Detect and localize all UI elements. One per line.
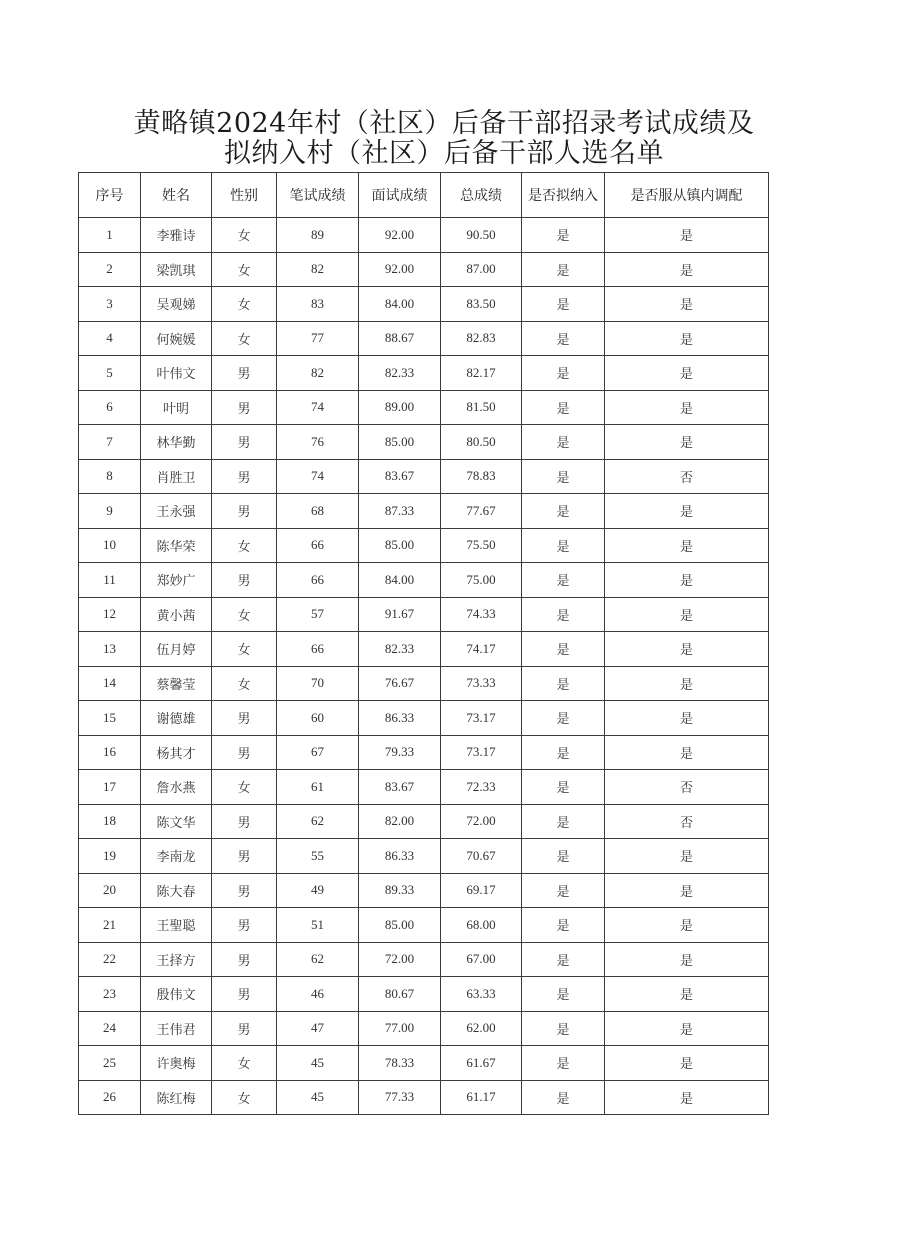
cell-written-score: 70 <box>277 666 359 701</box>
cell-written-score: 60 <box>277 701 359 736</box>
cell-name: 李雅诗 <box>141 218 212 253</box>
cell-proposed-inclusion: 是 <box>522 701 605 736</box>
cell-proposed-inclusion: 是 <box>522 804 605 839</box>
cell-proposed-inclusion: 是 <box>522 770 605 805</box>
cell-interview-score: 84.00 <box>359 287 441 322</box>
cell-proposed-inclusion: 是 <box>522 390 605 425</box>
column-header-total-score: 总成绩 <box>441 173 522 218</box>
cell-proposed-inclusion: 是 <box>522 977 605 1012</box>
cell-written-score: 49 <box>277 873 359 908</box>
cell-name: 李南龙 <box>141 839 212 874</box>
cell-interview-score: 92.00 <box>359 218 441 253</box>
cell-gender: 男 <box>212 356 277 391</box>
table-row <box>79 666 769 701</box>
table-row <box>79 977 769 1012</box>
cell-gender: 男 <box>212 459 277 494</box>
table-body <box>79 218 769 1115</box>
cell-written-score: 57 <box>277 597 359 632</box>
cell-index: 1 <box>79 218 141 253</box>
cell-index: 10 <box>79 528 141 563</box>
table-header-row <box>79 173 769 218</box>
cell-total-score: 61.67 <box>441 1046 522 1081</box>
cell-gender: 男 <box>212 494 277 529</box>
cell-total-score: 74.33 <box>441 597 522 632</box>
column-header-accept-reassignment: 是否服从镇内调配 <box>605 173 769 218</box>
cell-index: 6 <box>79 390 141 425</box>
cell-written-score: 74 <box>277 459 359 494</box>
cell-gender: 女 <box>212 1080 277 1115</box>
cell-name: 郑妙广 <box>141 563 212 598</box>
cell-accept-reassignment: 是 <box>605 839 769 874</box>
cell-name: 梁凯琪 <box>141 252 212 287</box>
cell-name: 陈红梅 <box>141 1080 212 1115</box>
cell-accept-reassignment: 是 <box>605 425 769 460</box>
cell-accept-reassignment: 是 <box>605 908 769 943</box>
cell-name: 伍月婷 <box>141 632 212 667</box>
cell-interview-score: 84.00 <box>359 563 441 598</box>
table-row <box>79 770 769 805</box>
cell-interview-score: 83.67 <box>359 770 441 805</box>
cell-written-score: 47 <box>277 1011 359 1046</box>
table-row <box>79 1011 769 1046</box>
cell-accept-reassignment: 是 <box>605 977 769 1012</box>
table-row <box>79 908 769 943</box>
cell-interview-score: 86.33 <box>359 839 441 874</box>
cell-index: 8 <box>79 459 141 494</box>
cell-name: 林华勤 <box>141 425 212 460</box>
cell-interview-score: 85.00 <box>359 908 441 943</box>
cell-name: 何婉媛 <box>141 321 212 356</box>
cell-name: 杨其才 <box>141 735 212 770</box>
cell-interview-score: 77.00 <box>359 1011 441 1046</box>
cell-interview-score: 85.00 <box>359 425 441 460</box>
cell-name: 许奥梅 <box>141 1046 212 1081</box>
column-header-gender: 性别 <box>212 173 277 218</box>
cell-gender: 男 <box>212 735 277 770</box>
cell-accept-reassignment: 是 <box>605 701 769 736</box>
cell-index: 21 <box>79 908 141 943</box>
cell-gender: 女 <box>212 287 277 322</box>
table-row <box>79 804 769 839</box>
cell-total-score: 72.00 <box>441 804 522 839</box>
cell-total-score: 83.50 <box>441 287 522 322</box>
cell-written-score: 46 <box>277 977 359 1012</box>
cell-proposed-inclusion: 是 <box>522 459 605 494</box>
cell-proposed-inclusion: 是 <box>522 563 605 598</box>
cell-index: 18 <box>79 804 141 839</box>
cell-accept-reassignment: 是 <box>605 321 769 356</box>
cell-total-score: 67.00 <box>441 942 522 977</box>
table-row <box>79 321 769 356</box>
cell-gender: 女 <box>212 218 277 253</box>
table-row <box>79 425 769 460</box>
cell-accept-reassignment: 是 <box>605 252 769 287</box>
cell-index: 2 <box>79 252 141 287</box>
table-row <box>79 597 769 632</box>
document-title-line-1: 黄略镇2024年村（社区）后备干部招录考试成绩及 <box>133 108 755 139</box>
cell-gender: 男 <box>212 839 277 874</box>
cell-interview-score: 86.33 <box>359 701 441 736</box>
cell-interview-score: 85.00 <box>359 528 441 563</box>
cell-index: 24 <box>79 1011 141 1046</box>
cell-gender: 女 <box>212 597 277 632</box>
cell-total-score: 87.00 <box>441 252 522 287</box>
cell-index: 17 <box>79 770 141 805</box>
cell-written-score: 45 <box>277 1046 359 1081</box>
cell-name: 谢德雄 <box>141 701 212 736</box>
cell-proposed-inclusion: 是 <box>522 632 605 667</box>
cell-written-score: 68 <box>277 494 359 529</box>
cell-interview-score: 82.33 <box>359 356 441 391</box>
cell-name: 陈华荣 <box>141 528 212 563</box>
cell-accept-reassignment: 否 <box>605 804 769 839</box>
cell-total-score: 82.83 <box>441 321 522 356</box>
cell-index: 11 <box>79 563 141 598</box>
cell-total-score: 61.17 <box>441 1080 522 1115</box>
cell-accept-reassignment: 是 <box>605 735 769 770</box>
cell-name: 詹水燕 <box>141 770 212 805</box>
cell-accept-reassignment: 是 <box>605 1080 769 1115</box>
cell-accept-reassignment: 是 <box>605 666 769 701</box>
table-row <box>79 632 769 667</box>
cell-proposed-inclusion: 是 <box>522 839 605 874</box>
cell-total-score: 74.17 <box>441 632 522 667</box>
cell-gender: 男 <box>212 873 277 908</box>
column-header-written-score: 笔试成绩 <box>277 173 359 218</box>
cell-proposed-inclusion: 是 <box>522 942 605 977</box>
cell-interview-score: 91.67 <box>359 597 441 632</box>
cell-accept-reassignment: 否 <box>605 770 769 805</box>
table-row <box>79 942 769 977</box>
cell-total-score: 69.17 <box>441 873 522 908</box>
cell-total-score: 73.33 <box>441 666 522 701</box>
cell-interview-score: 83.67 <box>359 459 441 494</box>
cell-proposed-inclusion: 是 <box>522 528 605 563</box>
cell-gender: 男 <box>212 804 277 839</box>
cell-written-score: 82 <box>277 356 359 391</box>
cell-written-score: 55 <box>277 839 359 874</box>
cell-accept-reassignment: 是 <box>605 632 769 667</box>
cell-interview-score: 82.33 <box>359 632 441 667</box>
cell-gender: 男 <box>212 701 277 736</box>
table-row <box>79 701 769 736</box>
cell-name: 陈大春 <box>141 873 212 908</box>
cell-written-score: 45 <box>277 1080 359 1115</box>
cell-proposed-inclusion: 是 <box>522 597 605 632</box>
cell-written-score: 66 <box>277 632 359 667</box>
cell-gender: 女 <box>212 528 277 563</box>
cell-interview-score: 89.33 <box>359 873 441 908</box>
column-header-name: 姓名 <box>141 173 212 218</box>
cell-proposed-inclusion: 是 <box>522 252 605 287</box>
cell-written-score: 83 <box>277 287 359 322</box>
cell-accept-reassignment: 是 <box>605 1046 769 1081</box>
cell-accept-reassignment: 是 <box>605 287 769 322</box>
cell-index: 22 <box>79 942 141 977</box>
cell-index: 13 <box>79 632 141 667</box>
cell-written-score: 62 <box>277 942 359 977</box>
table-row <box>79 459 769 494</box>
cell-total-score: 75.00 <box>441 563 522 598</box>
cell-index: 16 <box>79 735 141 770</box>
cell-gender: 男 <box>212 977 277 1012</box>
cell-index: 20 <box>79 873 141 908</box>
cell-interview-score: 89.00 <box>359 390 441 425</box>
cell-written-score: 82 <box>277 252 359 287</box>
cell-name: 叶明 <box>141 390 212 425</box>
cell-written-score: 67 <box>277 735 359 770</box>
column-header-proposed-inclusion: 是否拟纳入 <box>522 173 605 218</box>
table-row <box>79 287 769 322</box>
table-row <box>79 839 769 874</box>
cell-written-score: 62 <box>277 804 359 839</box>
cell-interview-score: 79.33 <box>359 735 441 770</box>
cell-gender: 男 <box>212 425 277 460</box>
cell-interview-score: 76.67 <box>359 666 441 701</box>
cell-proposed-inclusion: 是 <box>522 287 605 322</box>
table-row <box>79 873 769 908</box>
cell-gender: 女 <box>212 1046 277 1081</box>
candidate-score-table <box>78 172 769 1115</box>
cell-index: 9 <box>79 494 141 529</box>
cell-index: 15 <box>79 701 141 736</box>
cell-index: 5 <box>79 356 141 391</box>
column-header-interview-score: 面试成绩 <box>359 173 441 218</box>
cell-proposed-inclusion: 是 <box>522 218 605 253</box>
document-title-line-2: 拟纳入村（社区）后备干部人选名单 <box>224 138 664 169</box>
cell-written-score: 89 <box>277 218 359 253</box>
cell-proposed-inclusion: 是 <box>522 735 605 770</box>
cell-proposed-inclusion: 是 <box>522 1080 605 1115</box>
table-row <box>79 528 769 563</box>
cell-written-score: 76 <box>277 425 359 460</box>
cell-total-score: 80.50 <box>441 425 522 460</box>
cell-gender: 男 <box>212 563 277 598</box>
cell-name: 殷伟文 <box>141 977 212 1012</box>
cell-interview-score: 78.33 <box>359 1046 441 1081</box>
cell-total-score: 70.67 <box>441 839 522 874</box>
cell-index: 4 <box>79 321 141 356</box>
cell-accept-reassignment: 是 <box>605 597 769 632</box>
cell-name: 王伟君 <box>141 1011 212 1046</box>
cell-total-score: 90.50 <box>441 218 522 253</box>
cell-total-score: 73.17 <box>441 735 522 770</box>
cell-proposed-inclusion: 是 <box>522 1011 605 1046</box>
cell-written-score: 51 <box>277 908 359 943</box>
cell-proposed-inclusion: 是 <box>522 494 605 529</box>
cell-interview-score: 92.00 <box>359 252 441 287</box>
cell-gender: 女 <box>212 770 277 805</box>
cell-name: 蔡馨莹 <box>141 666 212 701</box>
cell-written-score: 74 <box>277 390 359 425</box>
cell-total-score: 77.67 <box>441 494 522 529</box>
cell-interview-score: 82.00 <box>359 804 441 839</box>
cell-accept-reassignment: 是 <box>605 563 769 598</box>
cell-interview-score: 88.67 <box>359 321 441 356</box>
table-row <box>79 356 769 391</box>
cell-total-score: 68.00 <box>441 908 522 943</box>
cell-name: 陈文华 <box>141 804 212 839</box>
cell-index: 25 <box>79 1046 141 1081</box>
cell-total-score: 72.33 <box>441 770 522 805</box>
cell-index: 14 <box>79 666 141 701</box>
cell-index: 12 <box>79 597 141 632</box>
cell-accept-reassignment: 是 <box>605 528 769 563</box>
cell-written-score: 66 <box>277 528 359 563</box>
table-row <box>79 1046 769 1081</box>
cell-interview-score: 87.33 <box>359 494 441 529</box>
cell-index: 3 <box>79 287 141 322</box>
table-row <box>79 390 769 425</box>
cell-proposed-inclusion: 是 <box>522 908 605 943</box>
cell-accept-reassignment: 是 <box>605 1011 769 1046</box>
cell-proposed-inclusion: 是 <box>522 666 605 701</box>
cell-index: 23 <box>79 977 141 1012</box>
cell-accept-reassignment: 是 <box>605 356 769 391</box>
cell-total-score: 75.50 <box>441 528 522 563</box>
cell-gender: 女 <box>212 666 277 701</box>
cell-index: 19 <box>79 839 141 874</box>
cell-accept-reassignment: 是 <box>605 218 769 253</box>
cell-name: 叶伟文 <box>141 356 212 391</box>
table-row <box>79 252 769 287</box>
cell-accept-reassignment: 是 <box>605 873 769 908</box>
cell-gender: 男 <box>212 942 277 977</box>
cell-total-score: 73.17 <box>441 701 522 736</box>
cell-gender: 女 <box>212 252 277 287</box>
table-row <box>79 1080 769 1115</box>
cell-proposed-inclusion: 是 <box>522 1046 605 1081</box>
table-row <box>79 735 769 770</box>
cell-proposed-inclusion: 是 <box>522 425 605 460</box>
cell-total-score: 78.83 <box>441 459 522 494</box>
cell-interview-score: 77.33 <box>359 1080 441 1115</box>
table-row <box>79 218 769 253</box>
cell-gender: 男 <box>212 908 277 943</box>
cell-gender: 女 <box>212 632 277 667</box>
cell-accept-reassignment: 是 <box>605 494 769 529</box>
cell-written-score: 61 <box>277 770 359 805</box>
column-header-index: 序号 <box>79 173 141 218</box>
cell-index: 26 <box>79 1080 141 1115</box>
cell-proposed-inclusion: 是 <box>522 356 605 391</box>
cell-name: 吴观娣 <box>141 287 212 322</box>
cell-name: 黄小茜 <box>141 597 212 632</box>
cell-index: 7 <box>79 425 141 460</box>
cell-total-score: 82.17 <box>441 356 522 391</box>
cell-accept-reassignment: 是 <box>605 942 769 977</box>
cell-accept-reassignment: 否 <box>605 459 769 494</box>
cell-total-score: 63.33 <box>441 977 522 1012</box>
cell-name: 肖胜卫 <box>141 459 212 494</box>
cell-interview-score: 72.00 <box>359 942 441 977</box>
cell-name: 王永强 <box>141 494 212 529</box>
table-row <box>79 563 769 598</box>
cell-accept-reassignment: 是 <box>605 390 769 425</box>
cell-written-score: 66 <box>277 563 359 598</box>
cell-proposed-inclusion: 是 <box>522 873 605 908</box>
cell-written-score: 77 <box>277 321 359 356</box>
cell-gender: 男 <box>212 390 277 425</box>
cell-gender: 男 <box>212 1011 277 1046</box>
cell-proposed-inclusion: 是 <box>522 321 605 356</box>
cell-name: 王择方 <box>141 942 212 977</box>
cell-interview-score: 80.67 <box>359 977 441 1012</box>
cell-total-score: 81.50 <box>441 390 522 425</box>
cell-name: 王聖聪 <box>141 908 212 943</box>
table-row <box>79 494 769 529</box>
cell-gender: 女 <box>212 321 277 356</box>
cell-total-score: 62.00 <box>441 1011 522 1046</box>
